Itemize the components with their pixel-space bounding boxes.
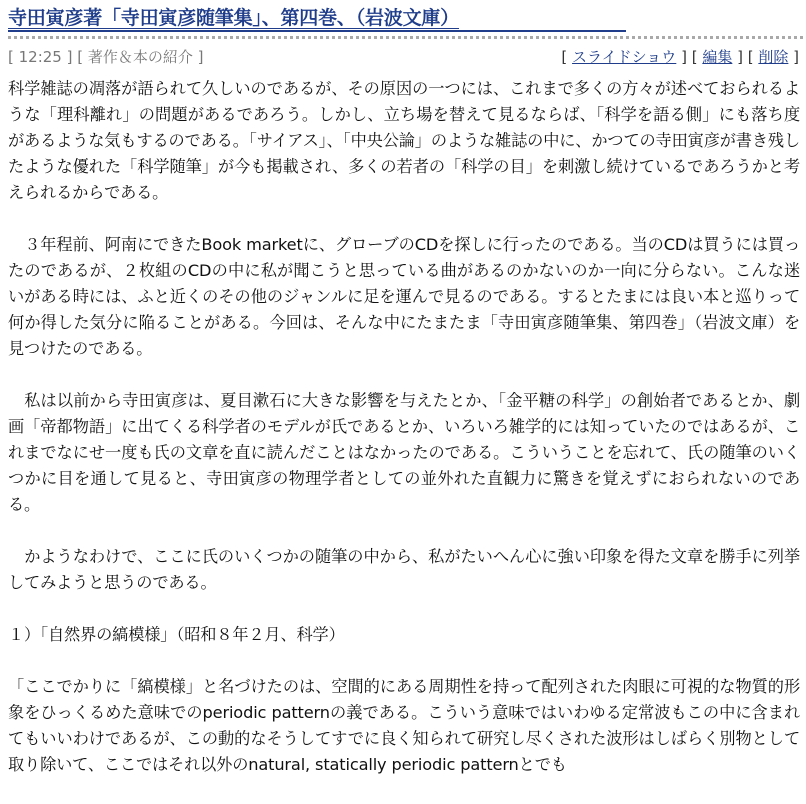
entry-meta [8,46,803,68]
delete-link[interactable]: 削除 [758,48,789,66]
paragraph-bookmarket: ３年程前、阿南にできたBook marketに、グローブのCDを探しに行ったのである。当のCDは買うには買ったのであるが、２枚組のCDの中に私が聞こうと思っている曲があるのかないのか一向に分らない。こんな迷いがある時には、ふと近くのその他のジャンルに足を運んで見るのである。するとたまには良い本と巡りって何か得した気分に陥ることがある。今回は、そんな中にたまたま「寺田寅彦随筆集、第四巻」（岩波文庫）を見つけたのである。 [8,235,800,358]
edit-link[interactable]: 編集 [702,48,733,66]
paragraph-terada: 私は以前から寺田寅彦は、夏目漱石に大きな影響を与えたとか、「金平糖の科学」の創始者であるとか、劇画「帝都物語」に出てくる科学者のモデルが氏であるとか、いろいろ雑学的には知っていたのではあるが、これまでなにせ一度も氏の文章を直に読んだことはなかったのである。こういうことを忘れて、氏の随筆のいくつかに目を通して見ると、寺田寅彦の物理学者としての並外れた直観力に驚きを覚えずにおられないのである。 [8,391,800,514]
entry-header [8,0,803,34]
paragraph-intro: 科学雑誌の凋落が語られて久しいのであるが、その原因の一つには、これまで多くの方々が述べておられるような「理科離れ」の問題があるであろう。しかし、立ち場を替えて見るならば、「科学を語る側」にも落ち度があるような気もするのである。「サイアス」、「中央公論」のような雑誌の中に、かつての寺田寅彦が書き残したような優れた「科学随筆」が今も掲載され、多くの若者の「科学の目」を刺激し続けているであろうかと考えられるからである。 [8,79,800,202]
entry-title-link[interactable]: 寺田寅彦著「寺田寅彦随筆集」、第四巻、（岩波文庫） [8,7,460,29]
slideshow-link[interactable]: スライドショウ [572,48,677,66]
entry-meta-info: [ 12:25 ] [ 著作＆本の紹介 ] [8,48,204,66]
title-underline [8,30,626,32]
dotted-divider [8,36,803,39]
section-heading-1: １）「自然界の縞模様」（昭和８年２月、科学） [8,625,345,644]
paragraph-quote: 「ここでかりに「縞模様」と名づけたのは、空間的にある周期性を持って配列された肉眼に可視的な物質的形象をひっくるめた意味でのperiodic patternの義である。こういう意味ではいわゆる定常波もこの中に含まれてもいいわけであるが、この動的なそうしてすでに良く知られて研究し尽くされた波形はしばらく別物として取り除いて、ここではそれ以外のnatural, statically periodic patternとでも [8,677,800,774]
entry [8,0,803,774]
paragraph-list-intro: かようなわけで、ここに氏のいくつかの随筆の中から、私がたいへん心に強い印象を得た文章を勝手に列挙してみようと思うのである。 [8,547,800,592]
entry-actions: [ スライドショウ ] [ 編集 ] [ 削除 ] [561,48,799,66]
entry-body [8,76,800,804]
entry-category: 著作＆本の紹介 [87,48,193,66]
entry-time: 12:25 [18,48,62,66]
